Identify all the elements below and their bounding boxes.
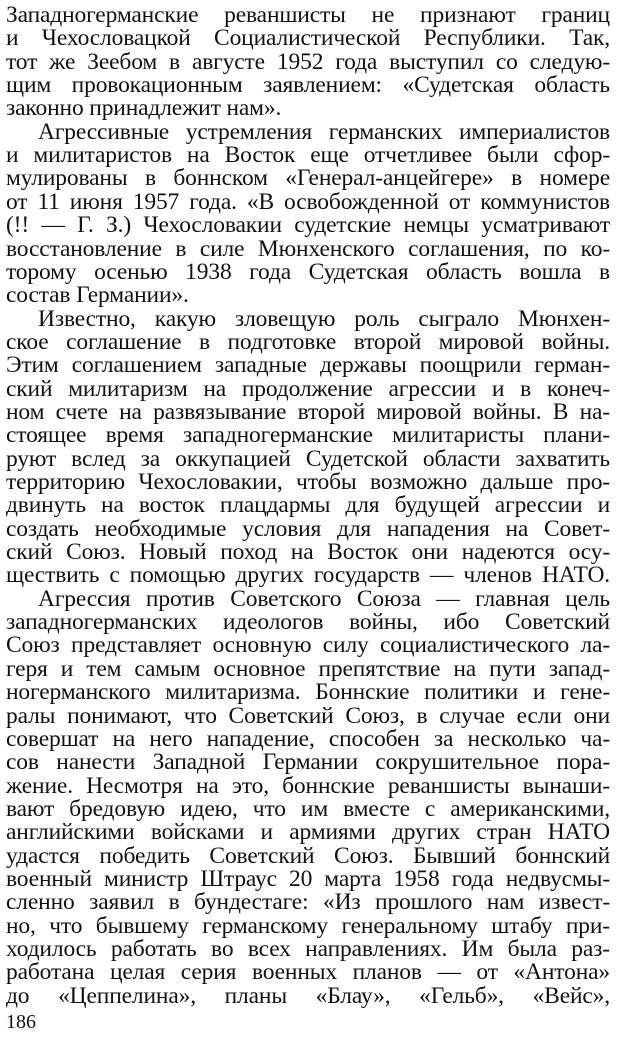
text-line: щим провокационным заявлением: «Судетская область [6,72,610,99]
text-line: удастся победить Советский Союз. Бывший боннский [6,842,610,869]
text-line: западногерманских идеологов войны, ибо Советский [6,609,610,636]
text-line: мулированы в боннском «Генерал-анцейгере» в номере [6,165,610,192]
text-line: ский Союз. Новый поход на Восток они надеются осу- [6,539,610,566]
text-line: геря и тем самым основное препятствие на пути запад- [6,655,610,682]
text-line: Этим соглашением западные державы поощрили герман- [6,352,610,379]
text-line: Агрессия против Советского Союза — главная цель [38,585,610,612]
text-line: законно принадлежит нам». [6,95,282,122]
text-line: руют вслед за оккупацией Судетской области захватить [6,445,610,472]
page-number: 186 [6,1011,36,1033]
text-line: сленно заявил в бундестаге: «Из прошлого нам извест- [6,889,610,916]
text-line: но, что бывшему германскому генеральному штабу при- [6,912,610,939]
text-line: восстановление в силе Мюнхенского соглашения, по ко- [6,235,610,262]
text-line: ское соглашение в подготовке второй мировой войны. [6,328,610,355]
text-line: вают бредовую идею, что им вместе с американскими, [6,795,610,822]
text-line: ходилось работать во всех направлениях. Им была раз- [6,936,610,962]
text-line: торому осенью 1938 года Судетская область вошла в [6,258,610,285]
text-line: ном счете на развязывание второй мировой войны. В на- [6,398,610,425]
text-line: стоящее время западногерманские милитаристы плани- [6,422,610,449]
text-line: создать необходимые условия для нападения на Совет- [6,515,610,542]
text-line: ногерманского милитаризма. Боннские политики и гене- [6,679,610,706]
text-line: жение. Несмотря на это, боннские реваншисты вынаши- [6,772,610,799]
text-line: от 11 июня 1957 года. «В освобожденной от коммунистов [6,188,610,215]
text-line: состав Германии». [6,282,189,309]
text-line: ществить с помощью других государств — членов НАТО. [6,562,610,589]
text-line: ралы понимают, что Советский Союз, в случае если они [6,702,610,729]
text-line: и Чехословацкой Социалистической Республики. Так, [6,25,610,52]
text-line: Союз представляет основную силу социалистического ла- [6,632,610,659]
text-line: территорию Чехословакии, чтобы возможно дальше про- [6,469,610,495]
text-line: тот же Зеебом в августе 1952 года выступил со следую- [6,48,610,75]
text-line: работана целая серия военных планов — от «Антона» [6,959,610,986]
text-line: и милитаристов на Восток еще отчетливее были сфор- [6,142,610,169]
text-line: Западногерманские реваншисты не признают границ [6,2,610,28]
text-line: военный министр Штраус 20 марта 1958 года недвусмы- [6,865,610,892]
text-line: английскими войсками и армиями других стран НАТО [6,819,610,846]
text-line: совершат на него нападение, способен за несколько ча- [6,725,610,752]
text-line: до «Цеппелина», планы «Блау», «Гельб», «Вейс», [6,982,610,1009]
text-line: Агрессивные устремления германских империалистов [38,118,610,145]
text-line: сов нанести Западной Германии сокрушительное пора- [6,749,610,776]
text-line: ский милитаризм на продолжение агрессии и в конеч- [6,375,610,402]
text-line: Известно, какую зловещую роль сыграло Мюнхен- [38,305,610,332]
text-line: двинуть на восток плацдармы для будущей агрессии и [6,492,610,519]
text-line: (!! — Г. З.) Чехословакии судетские немцы усматривают [6,212,610,239]
